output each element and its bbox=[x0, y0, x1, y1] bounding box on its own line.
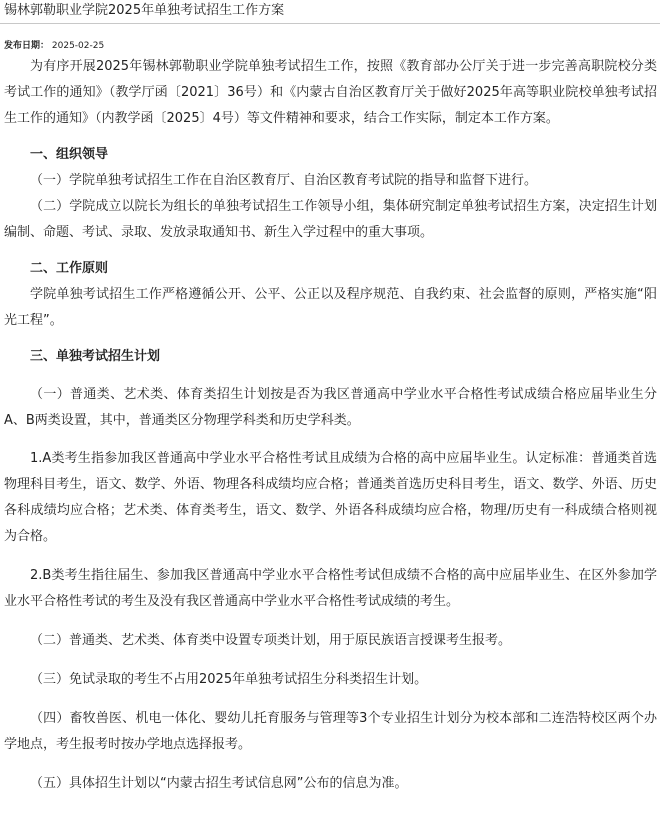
section3-paragraph-3: 2.B类考生指往届生、参加我区普通高中学业水平合格性考试但成绩不合格的高中应届毕业生、在区外参加学业水平合格性考试的考生及没有我区普通高中学业水平合格性考试成绩的考生。 bbox=[4, 568, 657, 609]
publish-date-label: 发布日期： bbox=[4, 41, 50, 51]
section-heading-plan: 三、单独考试招生计划 bbox=[30, 349, 161, 364]
page-title: 锡林郭勒职业学院2025年单独考试招生工作方案 bbox=[4, 3, 285, 18]
section-heading-principles: 二、工作原则 bbox=[30, 261, 109, 276]
article-body bbox=[4, 54, 657, 797]
section3-paragraph-5: （三）免试录取的考生不占用2025年单独考试招生分科类招生计划。 bbox=[30, 672, 428, 687]
publish-date-line bbox=[4, 40, 104, 52]
section1-paragraph-1: （一）学院单独考试招生工作在自治区教育厅、自治区教育考试院的指导和监督下进行。 bbox=[30, 173, 538, 188]
section3-paragraph-2: 1.A类考生指参加我区普通高中学业水平合格性考试且成绩为合格的高中应届毕业生。认定标准：普通类首选物理科目考生，语文、数学、外语、物理各科成绩均应合格；普通类首选历史科目考生，语文、数学、外语、历史各科成绩均应合格；艺术类、体育类考生，语文、数学、外语各科成绩均应合格，物理/历史有一科成绩合格则视为合格。 bbox=[4, 451, 657, 544]
section3-paragraph-4: （二）普通类、艺术类、体育类中设置专项类计划，用于原民族语言授课考生报考。 bbox=[30, 633, 512, 648]
section3-paragraph-1: （一）普通类、艺术类、体育类招生计划按是否为我区普通高中学业水平合格性考试成绩合格应届毕业生分A、B两类设置，其中，普通类区分物理学科类和历史学科类。 bbox=[4, 387, 657, 428]
intro-paragraph: 为有序开展2025年锡林郭勒职业学院单独考试招生工作，按照《教育部办公厅关于进一步完善高职院校分类考试工作的通知》（教学厅函〔2021〕36号）和《内蒙古自治区教育厅关于做好2025年高等职业院校单独考试招生工作的通知》（内教学函〔2025〕4号）等文件精神和要求，结合工作实际，制定本工作方案。 bbox=[4, 59, 657, 126]
title-divider bbox=[0, 23, 660, 24]
section3-paragraph-6: （四）畜牧兽医、机电一体化、婴幼儿托育服务与管理等3个专业招生计划分为校本部和二连浩特校区两个办学地点，考生报考时按办学地点选择报考。 bbox=[4, 711, 657, 752]
section2-paragraph-1: 学院单独考试招生工作严格遵循公开、公平、公正以及程序规范、自我约束、社会监督的原则，严格实施“阳光工程”。 bbox=[4, 287, 657, 328]
section3-paragraph-7: （五）具体招生计划以“内蒙古招生考试信息网”公布的信息为准。 bbox=[30, 776, 408, 791]
section-heading-organization: 一、组织领导 bbox=[30, 147, 109, 162]
publish-date-value: 2025-02-25 bbox=[51, 41, 105, 51]
section1-paragraph-2: （二）学院成立以院长为组长的单独考试招生工作领导小组，集体研究制定单独考试招生方案，决定招生计划编制、命题、考试、录取、发放录取通知书、新生入学过程中的重大事项。 bbox=[4, 199, 657, 240]
